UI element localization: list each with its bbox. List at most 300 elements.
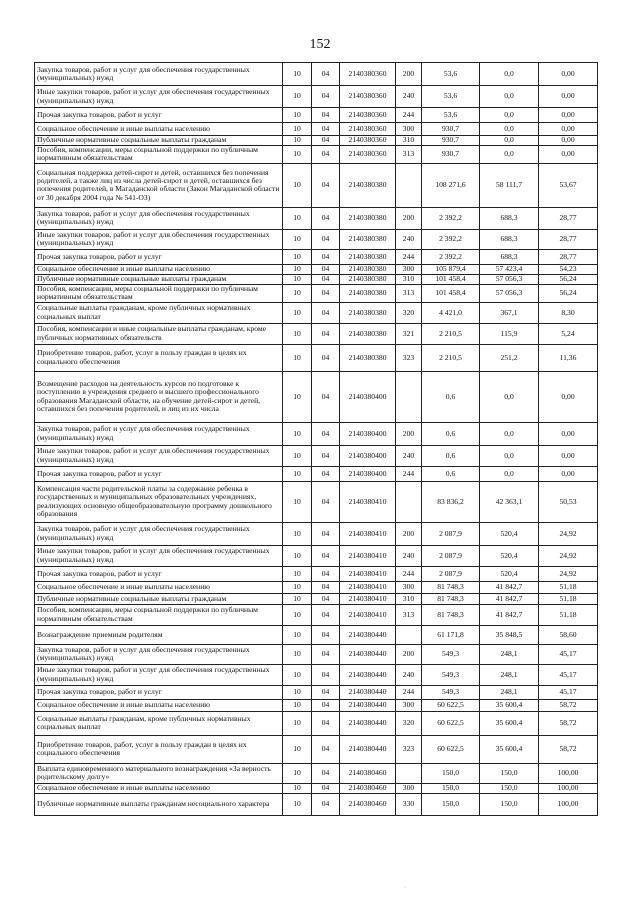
row-code: 2140380380 xyxy=(340,207,396,229)
scan-mark: · xyxy=(404,885,406,891)
row-code: 2140380440 xyxy=(340,644,396,664)
table-row xyxy=(35,593,598,604)
row-percent-value: 50,53 xyxy=(539,481,598,522)
row-plan-value: 81 748,3 xyxy=(422,593,480,604)
row-plan-value: 53,6 xyxy=(422,63,480,86)
row-percent-value: 24,92 xyxy=(539,566,598,581)
row-name: Социальное обеспечение и иные выплаты населению xyxy=(35,264,283,274)
row-name: Иные закупки товаров, работ и услуг для обеспечения государственных (муниципальных) нужд xyxy=(35,664,283,685)
row-razdel: 10 xyxy=(283,146,312,164)
table-row xyxy=(35,86,598,108)
row-podrazdel: 04 xyxy=(312,63,340,86)
row-podrazdel: 04 xyxy=(312,545,340,566)
row-actual-value: 35 600,4 xyxy=(480,711,539,735)
row-code: 2140380400 xyxy=(340,371,396,422)
row-percent-value: 51,18 xyxy=(539,604,598,625)
row-podrazdel: 04 xyxy=(312,593,340,604)
row-vr: 310 xyxy=(396,136,422,146)
row-podrazdel: 04 xyxy=(312,445,340,466)
table-row xyxy=(35,344,598,371)
row-code: 2140380440 xyxy=(340,625,396,644)
row-vr: 244 xyxy=(396,566,422,581)
row-actual-value: 150,0 xyxy=(480,793,539,815)
row-plan-value: 2 392,2 xyxy=(422,207,480,229)
row-actual-value: 35 600,4 xyxy=(480,735,539,763)
row-podrazdel: 04 xyxy=(312,146,340,164)
row-razdel: 10 xyxy=(283,264,312,274)
row-name: Вознаграждение приемным родителям xyxy=(35,625,283,644)
row-code: 2140380380 xyxy=(340,302,396,323)
row-razdel: 10 xyxy=(283,284,312,302)
row-vr: 300 xyxy=(396,123,422,136)
row-percent-value: 0,00 xyxy=(539,108,598,123)
row-name: Приобретение товаров, работ, услуг в пользу граждан в целях их социального обеспечения xyxy=(35,735,283,763)
row-actual-value: 57 423,4 xyxy=(480,264,539,274)
row-razdel: 10 xyxy=(283,274,312,284)
row-plan-value: 60 622,5 xyxy=(422,711,480,735)
row-name: Прочая закупка товаров, работ и услуг xyxy=(35,566,283,581)
row-actual-value: 0,0 xyxy=(480,86,539,108)
row-razdel: 10 xyxy=(283,163,312,207)
row-percent-value: 56,24 xyxy=(539,274,598,284)
row-code: 2140380460 xyxy=(340,793,396,815)
row-plan-value: 4 421,0 xyxy=(422,302,480,323)
row-razdel: 10 xyxy=(283,735,312,763)
row-actual-value: 248,1 xyxy=(480,664,539,685)
row-percent-value: 0,00 xyxy=(539,123,598,136)
row-actual-value: 0,0 xyxy=(480,63,539,86)
row-razdel: 10 xyxy=(283,604,312,625)
table-row xyxy=(35,249,598,264)
row-name: Публичные нормативные социальные выплаты гражданам xyxy=(35,274,283,284)
row-name: Социальное обеспечение и иные выплаты населению xyxy=(35,699,283,711)
row-razdel: 10 xyxy=(283,229,312,249)
table-row xyxy=(35,625,598,644)
row-percent-value: 58,72 xyxy=(539,699,598,711)
row-actual-value: 41 842,7 xyxy=(480,581,539,593)
table-row xyxy=(35,481,598,522)
row-actual-value: 35 600,4 xyxy=(480,699,539,711)
table-row xyxy=(35,644,598,664)
row-actual-value: 0,0 xyxy=(480,123,539,136)
row-vr: 320 xyxy=(396,711,422,735)
row-plan-value: 108 271,6 xyxy=(422,163,480,207)
row-podrazdel: 04 xyxy=(312,625,340,644)
table-row xyxy=(35,229,598,249)
row-actual-value: 520,4 xyxy=(480,566,539,581)
row-plan-value: 150,0 xyxy=(422,763,480,783)
row-code: 2140380440 xyxy=(340,735,396,763)
row-razdel: 10 xyxy=(283,371,312,422)
row-name: Компенсация части родительской платы за содержание ребенка в государственных и муниципальных образовательных учреждениях, реализующих основную общеобразовательную программу дошкольного образования xyxy=(35,481,283,522)
row-name: Прочая закупка товаров, работ и услуг xyxy=(35,249,283,264)
row-plan-value: 2 087,9 xyxy=(422,545,480,566)
table-row xyxy=(35,163,598,207)
table-row xyxy=(35,323,598,344)
row-podrazdel: 04 xyxy=(312,481,340,522)
table-row xyxy=(35,264,598,274)
row-podrazdel: 04 xyxy=(312,163,340,207)
row-code: 2140380440 xyxy=(340,664,396,685)
row-razdel: 10 xyxy=(283,783,312,793)
row-code: 2140380380 xyxy=(340,274,396,284)
row-actual-value: 150,0 xyxy=(480,763,539,783)
table-row xyxy=(35,371,598,422)
row-actual-value: 0,0 xyxy=(480,136,539,146)
row-podrazdel: 04 xyxy=(312,344,340,371)
table-row xyxy=(35,207,598,229)
row-code: 2140380410 xyxy=(340,522,396,545)
row-podrazdel: 04 xyxy=(312,284,340,302)
row-plan-value: 549,3 xyxy=(422,644,480,664)
row-name: Социальные выплаты гражданам, кроме публичных нормативных социальных выплат xyxy=(35,302,283,323)
row-vr: 310 xyxy=(396,274,422,284)
row-vr: 323 xyxy=(396,735,422,763)
row-razdel: 10 xyxy=(283,685,312,699)
row-vr: 240 xyxy=(396,545,422,566)
row-name: Иные закупки товаров, работ и услуг для обеспечения государственных (муниципальных) нужд xyxy=(35,445,283,466)
row-vr: 313 xyxy=(396,604,422,625)
row-vr: 200 xyxy=(396,207,422,229)
row-podrazdel: 04 xyxy=(312,793,340,815)
row-code: 2140380360 xyxy=(340,146,396,164)
row-razdel: 10 xyxy=(283,63,312,86)
row-razdel: 10 xyxy=(283,699,312,711)
row-razdel: 10 xyxy=(283,545,312,566)
row-podrazdel: 04 xyxy=(312,566,340,581)
row-code: 2140380410 xyxy=(340,593,396,604)
row-code: 2140380400 xyxy=(340,445,396,466)
row-name: Иные закупки товаров, работ и услуг для обеспечения государственных (муниципальных) нужд xyxy=(35,229,283,249)
row-percent-value: 0,00 xyxy=(539,371,598,422)
row-code: 2140380360 xyxy=(340,123,396,136)
row-name: Закупка товаров, работ и услуг для обеспечения государственных (муниципальных) нужд xyxy=(35,63,283,86)
row-razdel: 10 xyxy=(283,763,312,783)
row-vr: 200 xyxy=(396,644,422,664)
row-plan-value: 60 622,5 xyxy=(422,735,480,763)
row-vr: 200 xyxy=(396,522,422,545)
row-percent-value: 100,00 xyxy=(539,793,598,815)
row-name: Приобретение товаров, работ, услуг в пользу граждан в целях их социального обеспечения xyxy=(35,344,283,371)
row-plan-value: 2 210,5 xyxy=(422,323,480,344)
row-name: Иные закупки товаров, работ и услуг для обеспечения государственных (муниципальных) нужд xyxy=(35,545,283,566)
row-percent-value: 28,77 xyxy=(539,207,598,229)
table-row xyxy=(35,581,598,593)
row-actual-value: 115,9 xyxy=(480,323,539,344)
row-name: Пособия, компенсации и иные социальные выплаты гражданам, кроме публичных нормативных обязательств xyxy=(35,323,283,344)
row-plan-value: 549,3 xyxy=(422,685,480,699)
row-razdel: 10 xyxy=(283,86,312,108)
row-razdel: 10 xyxy=(283,344,312,371)
row-podrazdel: 04 xyxy=(312,699,340,711)
row-percent-value: 54,23 xyxy=(539,264,598,274)
row-percent-value: 0,00 xyxy=(539,146,598,164)
row-plan-value: 150,0 xyxy=(422,793,480,815)
row-vr: 310 xyxy=(396,593,422,604)
table-row xyxy=(35,566,598,581)
row-podrazdel: 04 xyxy=(312,466,340,481)
row-name: Социальное обеспечение и иные выплаты населению xyxy=(35,123,283,136)
row-podrazdel: 04 xyxy=(312,136,340,146)
row-podrazdel: 04 xyxy=(312,763,340,783)
row-name: Пособия, компенсации, меры социальной поддержки по публичным нормативным обязательствам xyxy=(35,146,283,164)
row-podrazdel: 04 xyxy=(312,86,340,108)
row-percent-value: 56,24 xyxy=(539,284,598,302)
row-plan-value: 101 458,4 xyxy=(422,284,480,302)
row-plan-value: 930,7 xyxy=(422,136,480,146)
row-razdel: 10 xyxy=(283,302,312,323)
row-podrazdel: 04 xyxy=(312,249,340,264)
table-row xyxy=(35,302,598,323)
table-row xyxy=(35,699,598,711)
row-razdel: 10 xyxy=(283,123,312,136)
row-vr: 240 xyxy=(396,445,422,466)
row-vr xyxy=(396,371,422,422)
row-vr xyxy=(396,763,422,783)
row-plan-value: 2 087,9 xyxy=(422,566,480,581)
row-code: 2140380380 xyxy=(340,249,396,264)
row-podrazdel: 04 xyxy=(312,302,340,323)
row-razdel: 10 xyxy=(283,481,312,522)
row-podrazdel: 04 xyxy=(312,371,340,422)
row-code: 2140380380 xyxy=(340,323,396,344)
row-podrazdel: 04 xyxy=(312,123,340,136)
table-row xyxy=(35,422,598,445)
table-row xyxy=(35,545,598,566)
table-row xyxy=(35,783,598,793)
row-name: Прочая закупка товаров, работ и услуг xyxy=(35,466,283,481)
row-code: 2140380380 xyxy=(340,229,396,249)
row-plan-value: 101 458,4 xyxy=(422,274,480,284)
row-plan-value: 61 171,8 xyxy=(422,625,480,644)
row-vr: 240 xyxy=(396,229,422,249)
row-code: 2140380460 xyxy=(340,763,396,783)
row-code: 2140380380 xyxy=(340,284,396,302)
row-vr xyxy=(396,625,422,644)
row-plan-value: 81 748,3 xyxy=(422,604,480,625)
row-razdel: 10 xyxy=(283,323,312,344)
row-actual-value: 58 111,7 xyxy=(480,163,539,207)
row-plan-value: 53,6 xyxy=(422,86,480,108)
row-podrazdel: 04 xyxy=(312,711,340,735)
row-actual-value: 688,3 xyxy=(480,249,539,264)
row-vr: 313 xyxy=(396,284,422,302)
row-podrazdel: 04 xyxy=(312,229,340,249)
row-name: Закупка товаров, работ и услуг для обеспечения государственных (муниципальных) нужд xyxy=(35,422,283,445)
row-percent-value: 100,00 xyxy=(539,763,598,783)
row-razdel: 10 xyxy=(283,664,312,685)
row-name: Иные закупки товаров, работ и услуг для обеспечения государственных (муниципальных) нужд xyxy=(35,86,283,108)
row-code: 2140380410 xyxy=(340,566,396,581)
row-podrazdel: 04 xyxy=(312,274,340,284)
row-code: 2140380360 xyxy=(340,108,396,123)
row-name: Прочая закупка товаров, работ и услуг xyxy=(35,108,283,123)
row-actual-value: 0,0 xyxy=(480,445,539,466)
row-actual-value: 0,0 xyxy=(480,108,539,123)
row-plan-value: 53,6 xyxy=(422,108,480,123)
row-percent-value: 58,72 xyxy=(539,711,598,735)
row-code: 2140380440 xyxy=(340,685,396,699)
row-actual-value: 0,0 xyxy=(480,371,539,422)
page-number: 152 xyxy=(309,37,331,52)
row-plan-value: 2 392,2 xyxy=(422,229,480,249)
row-code: 2140380400 xyxy=(340,466,396,481)
row-percent-value: 51,18 xyxy=(539,581,598,593)
row-percent-value: 45,17 xyxy=(539,685,598,699)
table-row xyxy=(35,763,598,783)
row-actual-value: 251,2 xyxy=(480,344,539,371)
row-podrazdel: 04 xyxy=(312,644,340,664)
budget-table xyxy=(34,62,598,816)
row-plan-value: 930,7 xyxy=(422,146,480,164)
row-percent-value: 58,60 xyxy=(539,625,598,644)
row-vr xyxy=(396,481,422,522)
row-plan-value: 150,0 xyxy=(422,783,480,793)
row-name: Социальные выплаты гражданам, кроме публичных нормативных социальных выплат xyxy=(35,711,283,735)
row-vr: 300 xyxy=(396,264,422,274)
row-razdel: 10 xyxy=(283,625,312,644)
row-actual-value: 42 363,1 xyxy=(480,481,539,522)
row-name: Закупка товаров, работ и услуг для обеспечения государственных (муниципальных) нужд xyxy=(35,207,283,229)
row-actual-value: 0,0 xyxy=(480,422,539,445)
row-percent-value: 100,00 xyxy=(539,783,598,793)
row-code: 2140380360 xyxy=(340,86,396,108)
row-razdel: 10 xyxy=(283,108,312,123)
row-percent-value: 0,00 xyxy=(539,63,598,86)
row-actual-value: 150,0 xyxy=(480,783,539,793)
row-actual-value: 57 056,3 xyxy=(480,284,539,302)
row-vr: 200 xyxy=(396,422,422,445)
row-vr xyxy=(396,163,422,207)
row-percent-value: 0,00 xyxy=(539,136,598,146)
row-percent-value: 8,30 xyxy=(539,302,598,323)
table-row xyxy=(35,108,598,123)
row-podrazdel: 04 xyxy=(312,108,340,123)
row-razdel: 10 xyxy=(283,466,312,481)
row-actual-value: 0,0 xyxy=(480,146,539,164)
table-row xyxy=(35,793,598,815)
table-row xyxy=(35,522,598,545)
row-podrazdel: 04 xyxy=(312,664,340,685)
row-code: 2140380360 xyxy=(340,136,396,146)
row-razdel: 10 xyxy=(283,207,312,229)
row-code: 2140380410 xyxy=(340,604,396,625)
row-actual-value: 41 842,7 xyxy=(480,604,539,625)
row-razdel: 10 xyxy=(283,422,312,445)
row-vr: 300 xyxy=(396,581,422,593)
row-percent-value: 0,00 xyxy=(539,422,598,445)
row-percent-value: 24,92 xyxy=(539,522,598,545)
row-razdel: 10 xyxy=(283,644,312,664)
row-vr: 244 xyxy=(396,685,422,699)
row-vr: 330 xyxy=(396,793,422,815)
row-actual-value: 367,1 xyxy=(480,302,539,323)
row-name: Прочая закупка товаров, работ и услуг xyxy=(35,685,283,699)
row-podrazdel: 04 xyxy=(312,422,340,445)
row-code: 2140380440 xyxy=(340,699,396,711)
row-percent-value: 24,92 xyxy=(539,545,598,566)
table-row xyxy=(35,466,598,481)
row-vr: 240 xyxy=(396,86,422,108)
row-name: Социальная поддержка детей-сирот и детей, оставшихся без попечения родителей, а также лиц из числа детей-сирот и детей, оставшихся без попечения родителей, в Магаданской области (Закон Магаданской области от 30 декабря 2004 года № 541-ОЗ) xyxy=(35,163,283,207)
row-percent-value: 45,17 xyxy=(539,644,598,664)
row-razdel: 10 xyxy=(283,793,312,815)
row-code: 2140380380 xyxy=(340,264,396,274)
table-row xyxy=(35,445,598,466)
row-plan-value: 2 087,9 xyxy=(422,522,480,545)
row-podrazdel: 04 xyxy=(312,604,340,625)
row-podrazdel: 04 xyxy=(312,522,340,545)
row-podrazdel: 04 xyxy=(312,264,340,274)
row-razdel: 10 xyxy=(283,249,312,264)
row-name: Публичные нормативные выплаты гражданам несоциального характера xyxy=(35,793,283,815)
row-code: 2140380460 xyxy=(340,783,396,793)
row-percent-value: 11,36 xyxy=(539,344,598,371)
row-vr: 300 xyxy=(396,783,422,793)
row-plan-value: 81 748,3 xyxy=(422,581,480,593)
row-name: Социальное обеспечение и иные выплаты населению xyxy=(35,581,283,593)
row-vr: 321 xyxy=(396,323,422,344)
row-podrazdel: 04 xyxy=(312,581,340,593)
row-razdel: 10 xyxy=(283,445,312,466)
table-row xyxy=(35,685,598,699)
row-razdel: 10 xyxy=(283,136,312,146)
row-plan-value: 2 392,2 xyxy=(422,249,480,264)
row-actual-value: 0,0 xyxy=(480,466,539,481)
row-plan-value: 930,7 xyxy=(422,123,480,136)
row-actual-value: 520,4 xyxy=(480,545,539,566)
row-plan-value: 549,3 xyxy=(422,664,480,685)
row-actual-value: 688,3 xyxy=(480,229,539,249)
row-percent-value: 28,77 xyxy=(539,229,598,249)
table-row xyxy=(35,146,598,164)
row-name: Пособия, компенсации, меры социальной поддержки по публичным нормативным обязательствам xyxy=(35,604,283,625)
row-name: Публичные нормативные социальные выплаты гражданам xyxy=(35,136,283,146)
row-code: 2140380410 xyxy=(340,581,396,593)
row-name: Возмещение расходов на деятельность курсов по подготовке к поступлению в учреждения среднего и высшего профессионального образования Магаданской области, на обучение детей-сирот и детей, оставшихся без попечения родителей, и лиц из их числа xyxy=(35,371,283,422)
row-percent-value: 0,00 xyxy=(539,466,598,481)
row-razdel: 10 xyxy=(283,566,312,581)
row-code: 2140380410 xyxy=(340,481,396,522)
row-code: 2140380440 xyxy=(340,711,396,735)
row-plan-value: 60 622,5 xyxy=(422,699,480,711)
row-razdel: 10 xyxy=(283,711,312,735)
row-actual-value: 248,1 xyxy=(480,685,539,699)
row-podrazdel: 04 xyxy=(312,207,340,229)
row-percent-value: 58,72 xyxy=(539,735,598,763)
row-actual-value: 688,3 xyxy=(480,207,539,229)
row-plan-value: 83 836,2 xyxy=(422,481,480,522)
row-plan-value: 0,6 xyxy=(422,371,480,422)
row-actual-value: 35 848,5 xyxy=(480,625,539,644)
row-actual-value: 57 056,3 xyxy=(480,274,539,284)
row-name: Социальное обеспечение и иные выплаты населению xyxy=(35,783,283,793)
row-vr: 244 xyxy=(396,108,422,123)
row-vr: 320 xyxy=(396,302,422,323)
row-percent-value: 28,77 xyxy=(539,249,598,264)
row-razdel: 10 xyxy=(283,522,312,545)
table-row xyxy=(35,735,598,763)
row-percent-value: 51,18 xyxy=(539,593,598,604)
row-code: 2140380400 xyxy=(340,422,396,445)
row-actual-value: 520,4 xyxy=(480,522,539,545)
row-plan-value: 0,6 xyxy=(422,445,480,466)
row-name: Публичные нормативные социальные выплаты гражданам xyxy=(35,593,283,604)
row-vr: 244 xyxy=(396,249,422,264)
row-percent-value: 5,24 xyxy=(539,323,598,344)
row-podrazdel: 04 xyxy=(312,783,340,793)
table-body xyxy=(35,63,598,816)
